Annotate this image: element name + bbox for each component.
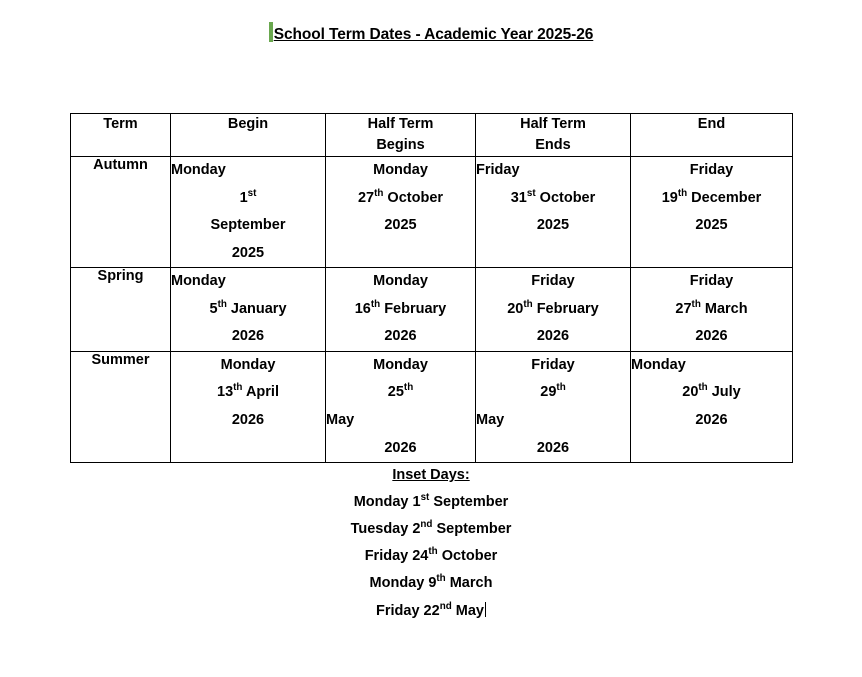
column-header-end: End: [631, 114, 793, 157]
inset-day-1: Monday 1st September: [353, 492, 509, 510]
table-row: [71, 351, 793, 462]
autumn-half-term-ends: Friday 31st October 2025: [476, 157, 631, 268]
text-cursor: [485, 602, 486, 617]
green-cursor-marker: [269, 22, 273, 42]
inset-day-3: Friday 24th October: [364, 546, 498, 564]
term-name-spring: Spring: [71, 268, 171, 352]
summer-half-term-ends: Friday 29th May 2026: [476, 351, 631, 462]
autumn-begin: Monday 1st September 2025: [171, 157, 326, 268]
spring-half-term-ends: Friday 20th February 2026: [476, 268, 631, 352]
column-header-term: Term: [71, 114, 171, 157]
autumn-half-term-begins: Monday 27th October 2025: [326, 157, 476, 268]
inset-days-section: [0, 467, 862, 619]
spring-half-term-begins: Monday 16th February 2026: [326, 268, 476, 352]
inset-days-heading: Inset Days:: [392, 467, 470, 483]
term-name-summer: Summer: [71, 351, 171, 462]
column-header-half-term-ends: Half Term Ends: [476, 114, 631, 157]
summer-begin: Monday 13th April 2026: [171, 351, 326, 462]
table-row: [71, 157, 793, 268]
inset-day-2: Tuesday 2nd September: [350, 519, 512, 537]
page-title: School Term Dates - Academic Year 2025-26: [273, 26, 594, 43]
term-name-autumn: Autumn: [71, 157, 171, 268]
table-header-row: [71, 114, 793, 157]
autumn-end: Friday 19th December 2025: [631, 157, 793, 268]
document-title-row: [0, 22, 862, 44]
inset-day-5: Friday 22nd May: [376, 601, 484, 619]
spring-end: Friday 27th March 2026: [631, 268, 793, 352]
inset-day-4: Monday 9th March: [369, 573, 493, 591]
table-row: [71, 268, 793, 352]
table-body: [71, 157, 793, 463]
term-dates-table: [70, 113, 793, 463]
summer-half-term-begins: Monday 25th May 2026: [326, 351, 476, 462]
summer-end: Monday 20th July 2026: [631, 351, 793, 462]
column-header-half-term-begins: Half Term Begins: [326, 114, 476, 157]
column-header-begin: Begin: [171, 114, 326, 157]
spring-begin: Monday 5th January 2026: [171, 268, 326, 352]
